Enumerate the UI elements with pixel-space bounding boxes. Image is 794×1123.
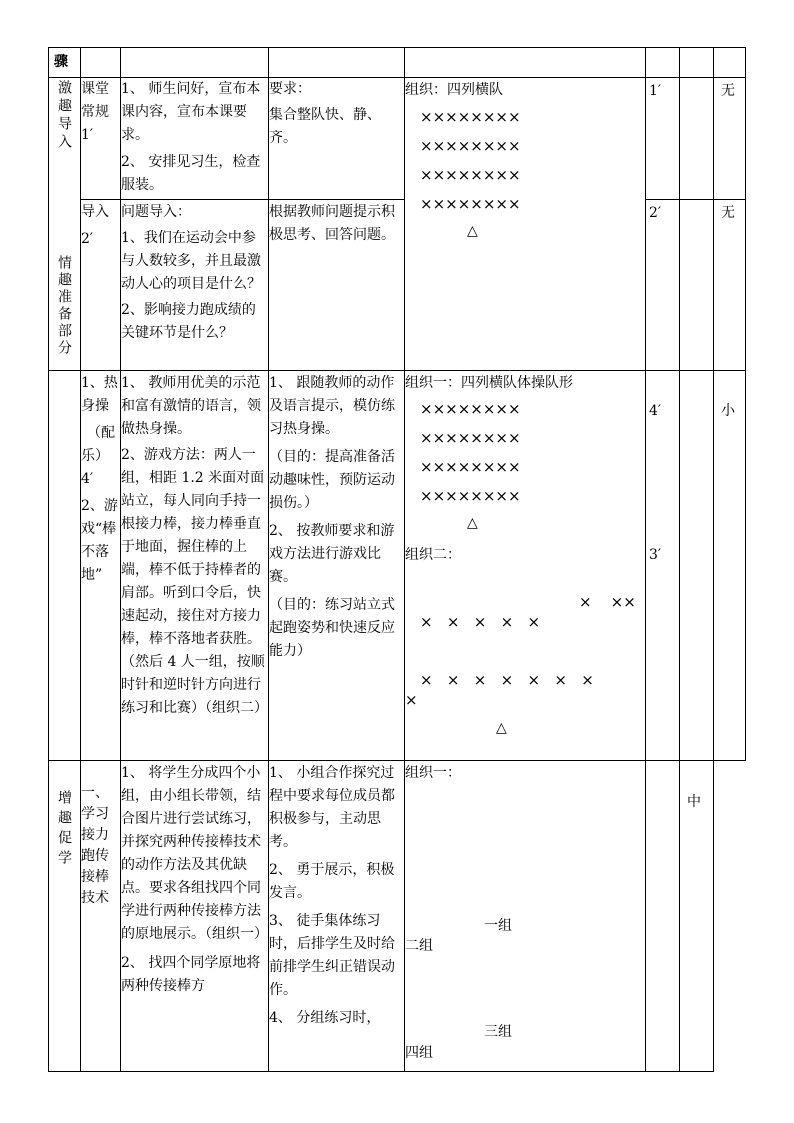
row1-item: 课堂常规1′ [81,81,109,143]
row3-org2-row2-wrap: × [405,691,418,709]
row2-item-time: 2′ [81,231,94,247]
row3-org2-row2: × × × × × × × [420,671,594,689]
row1-time-divider [645,199,745,200]
row2-teacher-line-2: 1、我们在运动会中参与人数较多，并且最激动人心的项目是什么？ [121,230,261,292]
row2-item-label: 导入 [81,204,109,220]
row3-teacher-position-triangle: △ [467,515,478,531]
row3-time-1: 4′ [649,403,662,419]
row1-student-content [269,78,403,150]
row3-organization-2-title: 组织二： [405,547,461,563]
row3-item-warmup: 1、热身操 [81,375,118,414]
row1-teacher-line-1: 1、 师生问好，宣布本课内容，宣布本课要求。 [121,81,261,143]
row4-student-line-2: 2、 勇于展示，积极发言。 [269,862,395,901]
row1-intensity: 无 [721,83,735,99]
row3-student-content [269,372,403,663]
row2-teacher-content [121,201,267,345]
col-border-left [48,47,49,1072]
row3-org2-row1-right: × ×× [579,593,636,611]
row1-formation-row-4: ×××××××× [420,195,521,213]
row4-group-2: 二组 [405,938,433,954]
row3-org2-row1-left: × × × × × [420,613,541,631]
row3-intensity: 小 [721,403,735,419]
row1-divider [80,199,404,200]
row3-time-2: 3′ [649,547,662,563]
row1-student-line-1: 要求： [269,81,311,97]
row2-time: 2′ [649,205,662,221]
table-border-bottom [48,1071,713,1072]
header-step-label: 骤 [54,54,68,70]
row3-student-line-2: （目的：提高准备活动趣味性，预防运动损伤。） [269,449,395,511]
row2-intensity: 无 [721,205,735,221]
row1-teacher-line-2: 2、 安排见习生，检查服装。 [121,154,261,193]
row3-formation-row-2: ×××××××× [420,429,521,447]
row1-teacher-content [121,78,267,197]
phase-label-preparation: 情趣准备部分 [56,255,72,357]
row1-formation-row-2: ×××××××× [420,137,521,155]
row1-teacher-position-triangle: △ [467,223,478,239]
row4-teacher-content [121,762,267,998]
col-divider-7 [713,47,714,1072]
row3-student-line-3: 2、 按教师要求和游戏方法进行游戏比赛。 [269,523,395,585]
row1-organization-title: 组织：四列横队 [405,82,503,98]
row2-teacher-line-1: 问题导入： [121,204,191,220]
row3-formation-row-3: ×××××××× [420,458,521,476]
row3-item-time: 4′ [81,471,94,487]
row3-formation-row-4: ×××××××× [420,487,521,505]
row2-item [81,201,119,251]
row3-teacher-content [121,372,267,720]
row4-intensity: 中 [687,794,701,810]
row3-item-game: 2、游戏“棒不落地” [81,498,118,583]
row4-teacher-line-1: 1、 将学生分成四个小组，由小组长带领，结合图片进行尝试练习，并探究两种传接棒技术的动作方法及其优缺点。要求各组找四个同学进行两种传接棒方法的原地展示。（组织一） [121,765,268,942]
row1-formation-row-3: ×××××××× [420,166,521,184]
row3-item-music: （配乐） [81,425,115,464]
row4-student-line-3: 3、 徒手集体练习时，后排学生及时给前排学生纠正错误动作。 [269,913,395,998]
row1-time: 1′ [649,83,662,99]
row3-organization-1-title: 组织一：四列横队体操队形 [405,375,573,391]
row3-student-line-1: 1、 跟随教师的动作及语言提示，模仿练习热身操。 [269,375,395,437]
row4-student-line-4: 4、 分组练习时， [269,1010,381,1026]
col-divider-6 [679,47,680,1072]
row4-group-4: 四组 [405,1045,433,1061]
phase-label-learning: 增趣促学 [56,790,72,870]
row2-teacher-line-3: 2、影响接力跑成绩的关键环节是什么？ [121,302,256,341]
row4-group-1: 一组 [484,918,512,934]
row4-teacher-line-2: 2、 找四个同学原地将两种传接棒方 [121,955,261,994]
row4-student-line-1: 1、 小组合作探究过程中要求每位成员都积极参与，主动思考。 [269,765,395,850]
row1-student-line-2: 集合整队快、静、齐。 [269,107,381,146]
row3-org2-teacher-triangle: △ [496,720,507,736]
row3-divider [48,760,745,761]
row2-student-content: 根据教师问题提示积极思考、回答问题。 [269,204,395,243]
table-border-top [48,47,745,48]
row4-student-content [269,762,403,1030]
row3-teacher-line-1: 1、 教师用优美的示范和富有激情的语言，领做热身操。 [121,375,261,437]
col-divider-5 [645,47,646,1072]
row1-formation-row-1: ×××××××× [420,108,521,126]
col-border-right [745,47,746,761]
phase-label-intro: 激趣导入 [56,80,72,152]
row2-divider [48,370,745,371]
row4-group-3: 三组 [484,1024,512,1040]
row3-item [81,372,119,587]
row3-student-line-4: （目的：练习站立式起跑姿势和快速反应能力） [269,597,395,659]
row3-teacher-line-2: 2、游戏方法：两人一组，相距 1.2 米面对面站立，每人同向手持一根接力棒，接力棒垂直于地面，握住棒的上端，棒不低于持棒者的肩部。听到口令后，快速起动，接住对方接力棒，棒不落地者获胜。（然后 4 人一组，按顺时针和逆时针方向进行练习和比赛）（组织二） [121,447,268,716]
row3-formation-row-1: ×××××××× [420,400,521,418]
row4-organization-title: 组织一： [405,765,461,781]
row4-item: 一、学习接力跑传接棒技术 [81,785,109,906]
